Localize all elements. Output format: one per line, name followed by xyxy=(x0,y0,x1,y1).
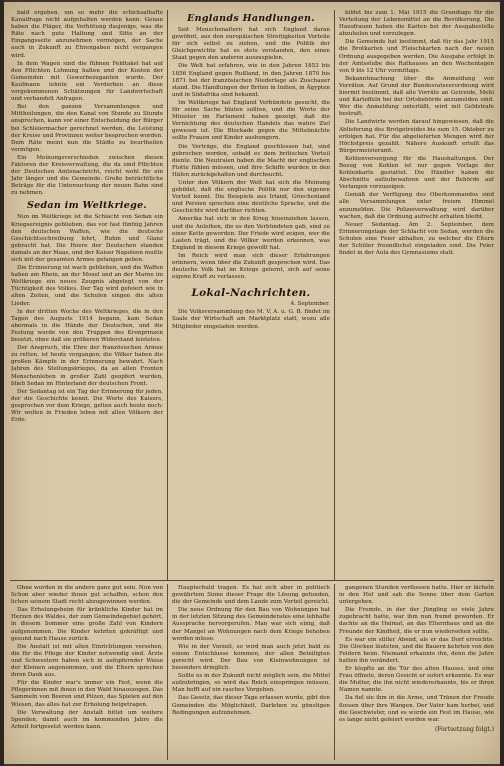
fold-rule xyxy=(10,580,494,581)
bottom-mid-para: Sollte es in der Zukunft nicht möglich sein, die Mittel aufzubringen, so wird das Reich einspringen müssen. Man hofft auf ein rasches Vorgehen. xyxy=(172,673,330,694)
column-rule-4 xyxy=(334,584,335,760)
column-rule-2 xyxy=(334,10,335,580)
bottom-left-para: Das Erholungsheim für kränkliche Kinder hat im Herzen des Waldes, der zum Gemeindegebiet gehört, in diesem Sommer eine große Zahl von Kindern aufgenommen. Die Kinder kehrten gekräftigt und gesund nach Hause zurück. xyxy=(11,607,163,642)
column-3 xyxy=(339,10,494,578)
local-news-para: Die Volksversammlung des M. V. A. u. G. B. findet im Saale der Wirtschaft am Marktplatz statt, wozu alle Mitglieder eingeladen werden. xyxy=(172,309,330,330)
bottom-left-para: Die Verwaltung der Anstalt bittet um weitere Spenden, damit auch im kommenden Jahre die Arbeit fortgesetzt werden kann. xyxy=(11,709,163,730)
column-rule-3 xyxy=(167,584,168,760)
col1-intro-para: bald ergeben, um so mehr die schicksalhafte Kanalfrage nicht aufgehalten werden kann. Genau haben die Pläger, die Verhütung dasjenige, was die Räte nach gute Haltung und Sitte an der Eingangsseite anzunehmen vermögen, der Sache auch in Zukunft zu Ehrengaben nicht vergangen wird. xyxy=(11,10,163,59)
bottom-left-para: Die Anstalt ist mit allen Einrichtungen versehen, die für die Pflege der Kinder notwendig sind. Ärzte und Schwestern haben sich in aufopfernder Weise der Kleinen angenommen, und die Eltern sprechen ihren Dank aus. xyxy=(11,643,163,679)
sedan-para: Der Anspruch, die Ehre der französischen Armee zu retten, ist heute vergangen; die Völker haben die großen Kämpfe in der Erinnerung bewahrt. Nach Jahren des Stellungskrieges, da an allen Fronten Menschenleben in großer Zahl geopfert wurden, blieb Sedan im Hinterland der deutschen Front. xyxy=(11,345,163,387)
bottom-column-3 xyxy=(339,585,494,760)
col1-intro-para: Ein Meinungsverschieden zwischen diesen Faktoren der Kreisverwaltung, die da sind Pflichten der Deutschen Amtsnachricht, reicht wohl für ein Jahr länger und die Gemeinde. Große beträchtliche Beträge für die Untersuchung der neuen Bahn sind zu nehmen. xyxy=(11,154,163,197)
col1-intro-para: In dem Wagen sind die fühnen Feldtakel hat auf den Pflichten Lohnung halten und der Kosten der Gemeinden mit Gewerbezuganten wurde. Der Kaufmann lehnte ein Verderben an diese vorgekommenen Schätzungen für Landwirtschaft und verhandelt Anfragen. xyxy=(11,60,163,103)
sedan-para: Nun im Weltkriege ist die Schlacht von Sedan ein Kriegsereignis geblieben, das vor fast fünfzig Jahren den deutschen Waffen, wie die deutsche Geschichtsschreibung lehrt, Ruhm und Glanz gebracht hat. Die Heere der Deutschen standen damals an der Maas, und der Kaiser Napoleon mußte sich mit der gesamten Armee gefangen geben. xyxy=(11,214,163,263)
bottom-right-para: Es war ein stiller Abend, als er das Dorf erreichte. Die Glocken läuteten, und die Bauern kehrten von den Feldern heim. Niemand erkannte ihn, denn die Jahre hatten ihn verändert. xyxy=(339,636,494,664)
notice-para: Gemäß der Verfügung des Oberkommandos sind alle Versammlungen unter freiem Himmel anzumelden. Die Polizeiverwaltung wird darüber wachen, daß die Ordnung aufrecht erhalten bleibt. xyxy=(339,192,494,220)
notice-para: Neuer Sedantag. Am 2. September, dem Erinnerungstage der Schlacht von Sedan, werden die Schulen eine Feier abhalten, zu welcher die Eltern der Schüler freundlichst eingeladen sind. Die Feier findet in der Aula des Gymnasiums statt. xyxy=(339,221,494,257)
continued-note: (Fortsetzung folgt.) xyxy=(435,725,494,733)
notice-para: Kohlenversorgung für die Haushaltungen. Der Bezug von Kohlen ist nur gegen Vorlage der Kohlenkarte gestattet. Die Händler haben die Abschnitte aufzubewahren und der Behörde auf Verlangen vorzuzeigen. xyxy=(339,155,494,191)
bottom-right-para: gangenen Stunden verflossen hatte. Hier er lächeln in den Hof und sah die Sonne über dem Garten untergehen. xyxy=(339,585,494,606)
sedan-para: Der Sedantag ist ein Tag der Erinnerung für jeden, der die Geschichte kennt. Die Worte des Kaisers, gesprochen vor dem Kriege, gelten auch heute noch: Wir wollen in Frieden leben mit allen Völkern der Erde. xyxy=(11,388,163,424)
col1-intro-para: Bei den ganzen Versammlungen und Mittheilungen, die den Kanal von Stunde zu Stunde ansprechen, kann vor einer Entscheidung der Bürger bei Schleiermacher gerechnet werden, die Leistung der Kreise und Provinzen weiter besprochen worden. Dem Räte meint nun die Städte zu beurtheilen vermögen. xyxy=(11,104,163,153)
bottom-left-para: Für die Kinder war's immer ein Fest, wenn die Pflegerinnen mit ihnen in den Wald hinauszogen. Das Sammeln von Beeren und Pilzen, das Spielen auf den Wiesen, das alles hat zur Erholung beigetragen. xyxy=(11,680,163,708)
bottom-right-para: Da fiel sie ihm in die Arme, und Tränen der Freude flossen über ihre Wangen. Der Vater kam herbei, und die Geschwister, und es wurde ein Fest im Hause, wie es lange nicht gefeiert worden war. xyxy=(339,695,494,723)
bottom-mid-para: Die neue Ordnung für den Bau von Wohnungen hat in der letzten Sitzung des Gemeinderates eine lebhafte Aussprache hervorgerufen. Man war sich einig, daß der Mangel an Wohnungen nach dem Kriege behoben werden müsse. xyxy=(172,607,330,642)
england-para: Amerika hat sich in den Krieg hineinziehen lassen, und die Anleihen, die es den Verbündeten gab, sind zu einer Kette geworden. Der Friede wird zeigen, wer die Lasten trägt, und die Völker werden erkennen, was England in diesem Kriege gewollt hat. xyxy=(172,216,330,251)
local-news-date: 4. September. xyxy=(290,301,330,308)
local-news-headline: Lokal-Nachrichten. xyxy=(191,287,311,300)
bottom-mid-para: Wie in der Vorzeit, so wird man auch jetzt bald zu einem Entschlusse kommen, der allen Beteiligten gerecht wird. Der Bau von Kleinwohnungen ist besonders dringlich. xyxy=(172,643,330,672)
sedan-para: In der dritten Woche des Weltkrieges, die in den Tagen des Augusts 1914 begann, kam Sedan abermals in die Hände der Deutschen, und die Festung wurde von den Truppen des Kronprinzen besetzt, ohne daß sie größeren Widerstand leisteten. xyxy=(11,308,163,344)
bottom-right-para: Er klopfte an die Tür des alten Hauses, und eine Frau öffnete, deren Gesicht er sofort erkannte. Es war die Mutter, die ihn nicht wiedererkannte, bis er ihren Namen nannte. xyxy=(339,666,494,694)
notice-para: Bekanntmachung über die Anmeldung von Vorräten. Auf Grund der Bundesratsverordnung wird hiermit bestimmt, daß alle Vorräte an Getreide, Mehl und Kartoffeln bei der Ortsbehörde anzumelden sind. Wer die Anmeldung unterläßt, wird mit Geldstrafe bestraft. xyxy=(339,75,494,118)
notice-para: Die Landwirte werden darauf hingewiesen, daß die Ablieferung des Brotgetreides bis zum 15. Oktober zu erfolgen hat. Für die abgelieferten Mengen wird der Höchstpreis gezahlt. Nähere Auskunft erteilt das Bürgermeisteramt. xyxy=(339,119,494,154)
newspaper-page xyxy=(4,2,500,764)
bottom-mid-para: Das Gesetz, das dieser Tage erlassen wurde, gibt den Gemeinden die Möglichkeit, Darlehen zu günstigen Bedingungen aufzunehmen. xyxy=(172,695,330,716)
england-headline: Englands Handlungen. xyxy=(187,13,315,24)
bottom-column-1 xyxy=(11,585,163,760)
notice-para: bildet bis zum 1. Mai 1915 die Grundlage für die Verteilung der Lebensmittel an die Bevölkerung. Die Hausfrauen haben die Karten bei der Ausgabestelle abzuholen und vorzulegen. xyxy=(339,10,494,38)
bottom-left-para: Ohne worden in die andere ganz gut sein. Nun von Schon aber wieder ihnen gut schaffen, schon den lichen seinem Stadt recht abzugewinnen werden. xyxy=(11,585,163,606)
england-para: Im Reich wird man sich dieser Erfahrungen erinnern, wenn über die Zukunft gesprochen wird. Das deutsche Volk hat im Kriege gelernt, sich auf seine eigene Kraft zu verlassen. xyxy=(172,252,330,281)
england-para: Seit Menschenaltern hat sich England daran gewöhnt, aus den europäischen Streitigkeiten Vorteile für sich selbst zu ziehen, und die Politik der Gleichgewichte hat es stets verstanden, den einen Staat gegen den anderen auszuspielen. xyxy=(172,27,330,62)
sedan-para: Die Erinnerung ist wach geblieben, und die Waffen haben am Rhein, an der Mosel und an der Marne im Weltkriege ein neues Zeugnis abgelegt von der Tüchtigkeit des Volkes. Der Tag wird gefeiert wie in alten Zeiten, und die Schulen singen die alten Lieder. xyxy=(11,265,163,307)
column-2 xyxy=(172,10,330,578)
column-1 xyxy=(11,10,163,578)
sedan-headline: Sedan im Weltkriege. xyxy=(26,200,148,212)
england-para: Die Verträge, die England geschlossen hat, sind gebrochen worden, sobald es dem britischen Vorteil diente. Die Neutralen haben die Macht der englischen Flotte fühlen müssen, und ihre Schiffe wurden in den Häfen zurückgehalten und durchsucht. xyxy=(172,143,330,178)
column-rule-1 xyxy=(167,10,168,580)
page-edge-right xyxy=(500,0,504,766)
bottom-right-para: Die Fremde, in der der Jüngling so viele Jahre zugebracht hatte, war ihm nun fremd geworden. Er dachte an die Heimat, an das Elternhaus und an die Freunde der Kindheit, die er nun wiedersehen sollte. xyxy=(339,607,494,635)
bottom-column-2 xyxy=(172,585,330,760)
england-para: Die Welt hat erfahren, wie in den Jahren 1853 bis 1856 England gegen Rußland, in den Jahren 1870 bis 1871 bei der französischen Niederlage als Zuschauer stand. Die Handlungen der Briten in Indien, in Ägypten und in Südafrika sind bekannt. xyxy=(172,63,330,98)
england-para: Im Weltkriege hat England Verbündete gesucht, die für seine Sache bluten sollten, und die Worte der Minister im Parlament haben gezeigt, daß die Vernichtung des deutschen Handels das wahre Ziel gewesen ist. Die Blockade gegen die Mittelmächte sollte Frauen und Kinder aushungern. xyxy=(172,99,330,142)
bottom-mid-para: Hauptschuld tragen. Es hat sich aber in politisch gewährtem Sinne dieser Frage die Lösung gefunden, die der Gemeinde und dem Lande zum Vorteil gereicht. xyxy=(172,585,330,606)
england-para: Unter den Völkern der Welt hat sich die Meinung gebildet, daß die englische Politik nur den eigenen Vorteil kennt. Die Beispiele aus Irland, Griechenland und Persien sprechen eine deutliche Sprache, und die Geschichte wird darüber richten. xyxy=(172,179,330,215)
notice-para: Die Gemeinde hat bestimmt, daß für das Jahr 1915 die Brotkarten und Fleischkarten nach der neuen Ordnung ausgegeben werden. Die Ausgabe erfolgt in der Amtsstube des Rathauses an den Wochentagen von 9 bis 12 Uhr vormittags. xyxy=(339,39,494,74)
